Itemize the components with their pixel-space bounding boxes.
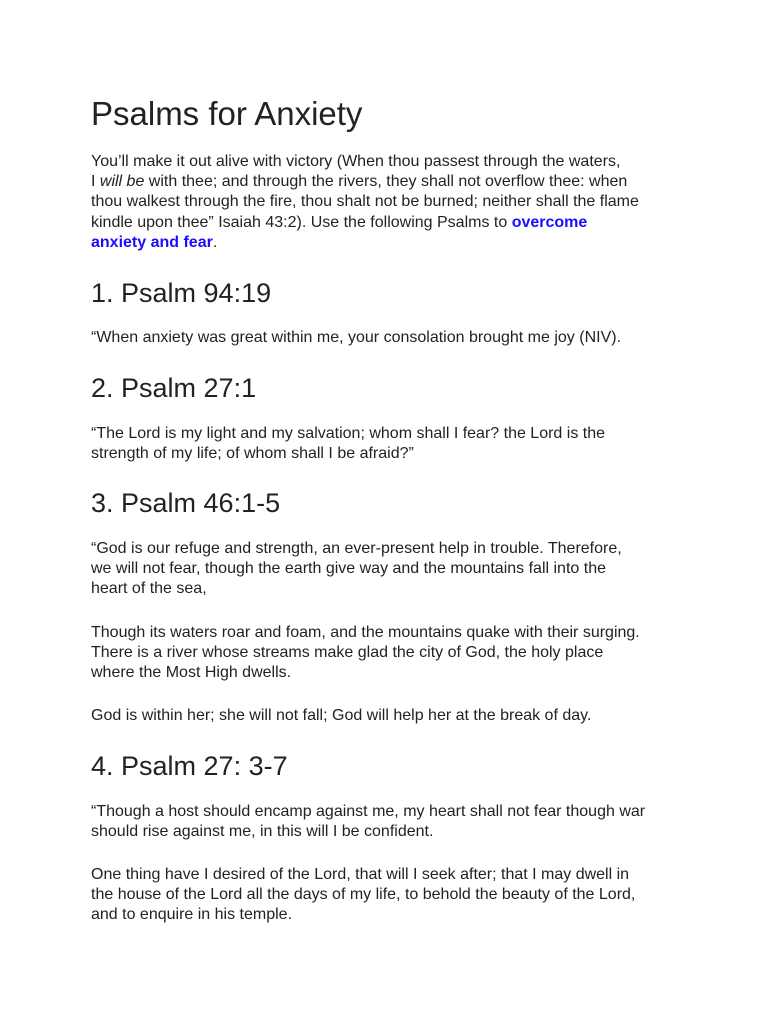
scripture-line: the house of the Lord all the days of my life, to behold the beauty of the Lord, bbox=[91, 886, 636, 904]
scripture-paragraph bbox=[91, 328, 621, 348]
scripture-line: One thing have I desired of the Lord, that will I seek after; that I may dwell in bbox=[91, 866, 630, 883]
scripture-paragraph bbox=[91, 539, 622, 600]
scripture-line: “Though a host should encamp against me, my heart shall not fear though war bbox=[91, 803, 646, 820]
intro-text: with thee; and through the rivers, they shall not overflow thee: when bbox=[144, 173, 628, 191]
overcome-anxiety-link[interactable]: overcome bbox=[511, 213, 588, 231]
section-heading: 1. Psalm 94:19 bbox=[91, 278, 272, 308]
scripture-line: “When anxiety was great within me, your consolation brought me joy (NIV). bbox=[91, 329, 622, 346]
scripture-line: should rise against me, in this will I be confident. bbox=[91, 823, 434, 841]
scripture-paragraph bbox=[91, 802, 645, 842]
scripture-line: “The Lord is my light and my salvation; whom shall I fear? the Lord is the bbox=[91, 425, 606, 442]
scripture-line: God is within her; she will not fall; God will help her at the break of day. bbox=[91, 707, 592, 724]
overcome-anxiety-link-continued[interactable]: anxiety and fear bbox=[91, 233, 213, 251]
scripture-line: Though its waters roar and foam, and the mountains quake with their surging. bbox=[91, 624, 640, 641]
scripture-line: where the Most High dwells. bbox=[91, 664, 292, 682]
scripture-line: and to enquire in his temple. bbox=[91, 906, 293, 924]
intro-text: I bbox=[91, 173, 100, 191]
page-title: Psalms for Anxiety bbox=[91, 95, 363, 132]
intro-line: You’ll make it out alive with victory (When thou passest through the waters, bbox=[91, 153, 621, 170]
intro-italic-text: will be bbox=[99, 173, 145, 191]
section-heading: 4. Psalm 27: 3-7 bbox=[91, 751, 288, 781]
scripture-line: There is a river whose streams make glad the city of God, the holy place bbox=[91, 644, 604, 662]
scripture-paragraph bbox=[91, 706, 591, 726]
scripture-paragraph bbox=[91, 623, 640, 684]
scripture-line: heart of the sea, bbox=[91, 580, 207, 598]
scripture-paragraph bbox=[91, 865, 635, 926]
section-heading: 3. Psalm 46:1-5 bbox=[91, 488, 281, 518]
intro-text: . bbox=[212, 233, 218, 251]
intro-line bbox=[91, 213, 639, 233]
intro-text: kindle upon thee” Isaiah 43:2). Use the following Psalms to bbox=[91, 213, 512, 231]
scripture-paragraph bbox=[91, 424, 605, 464]
scripture-line: we will not fear, though the earth give way and the mountains fall into the bbox=[91, 560, 606, 578]
scripture-line: “God is our refuge and strength, an ever-present help in trouble. Therefore, bbox=[91, 540, 622, 557]
intro-paragraph bbox=[91, 152, 639, 253]
section-heading: 2. Psalm 27:1 bbox=[91, 373, 257, 403]
intro-line: thou walkest through the fire, thou shalt not be burned; neither shall the flame bbox=[91, 193, 639, 211]
scripture-line: strength of my life; of whom shall I be afraid?” bbox=[91, 445, 414, 463]
intro-line bbox=[91, 172, 639, 192]
intro-line bbox=[91, 233, 639, 253]
